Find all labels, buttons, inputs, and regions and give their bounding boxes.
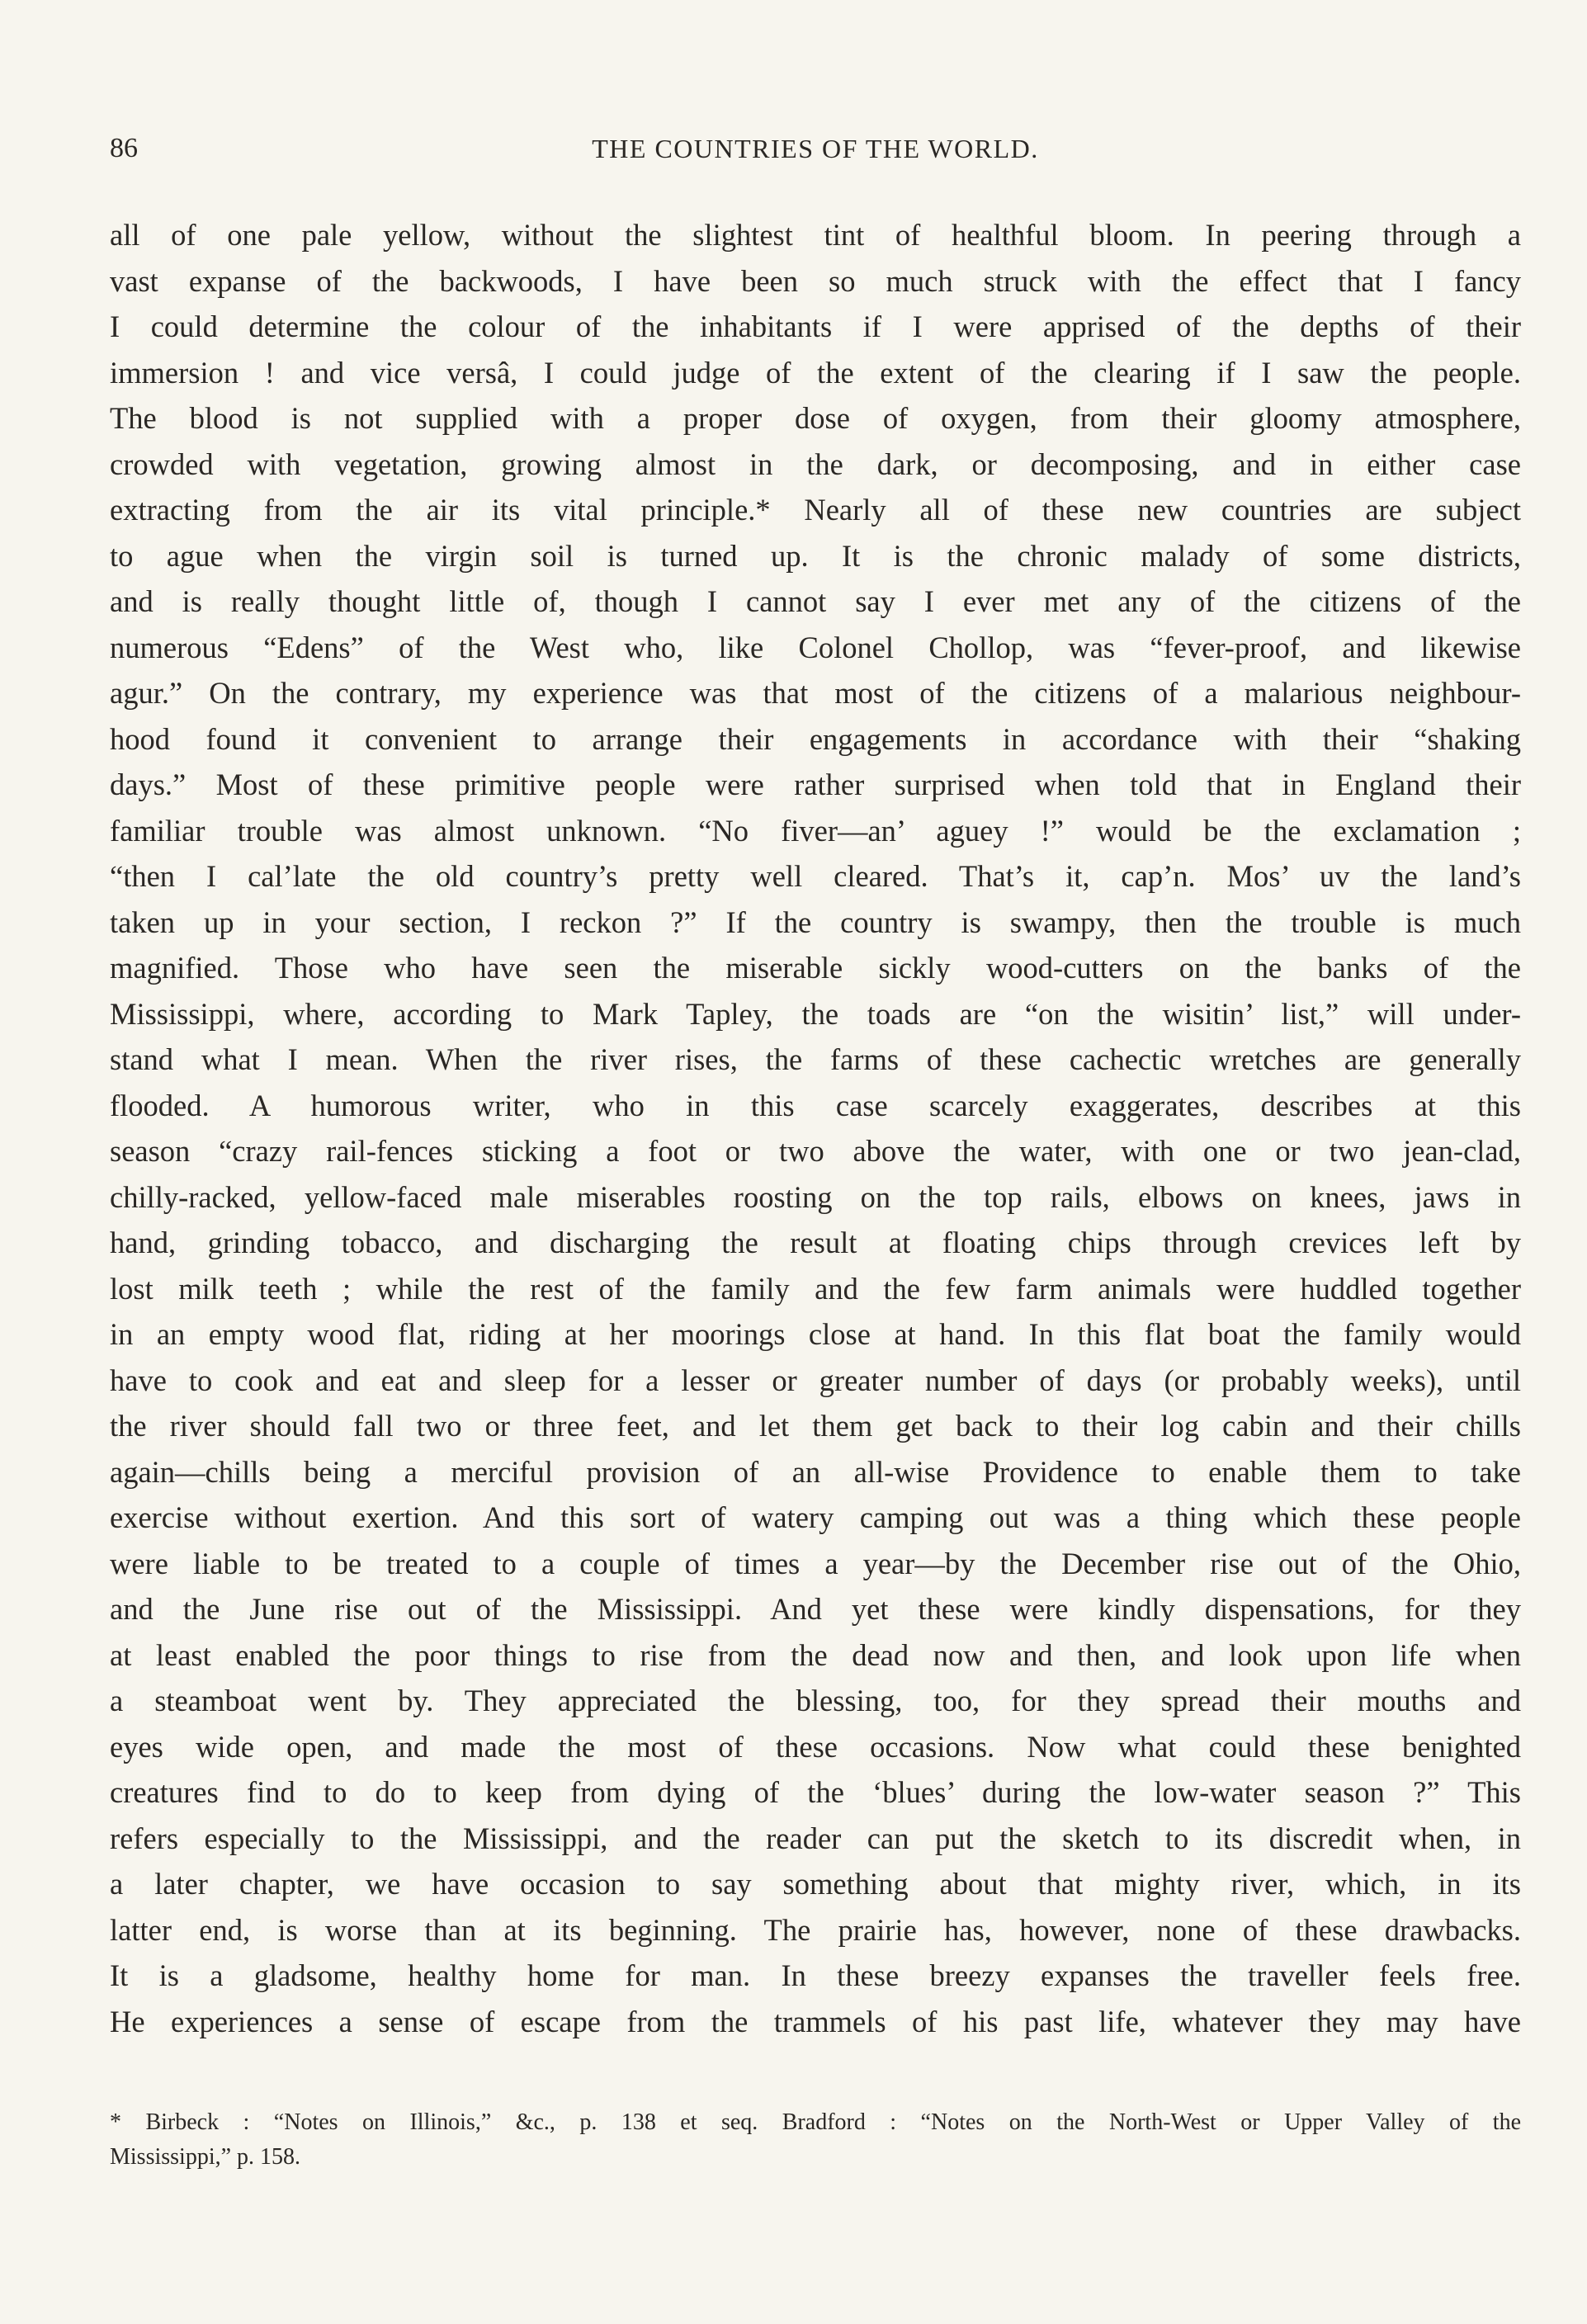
text-line: all of one pale yellow, without the slightest tint of healthful bloom. In peering through a — [110, 218, 1521, 252]
text-line: the river should fall two or three feet, and let them get back to their log cabin and their chills — [110, 1409, 1521, 1443]
text-line: refers especially to the Mississippi, and the reader can put the sketch to its discredit when, in — [110, 1821, 1521, 1855]
text-line: stand what I mean. When the river rises, the farms of these cachectic wretches are generally — [110, 1042, 1521, 1076]
text-line: flooded. A humorous writer, who in this case scarcely exaggerates, describes at this — [110, 1088, 1521, 1122]
body-text — [110, 212, 1521, 2044]
text-line: a later chapter, we have occasion to say something about that mighty river, which, in its — [110, 1867, 1521, 1901]
text-line: creatures find to do to keep from dying of the ‘blues’ during the low-water season ?” This — [110, 1775, 1521, 1809]
text-line: again—chills being a merciful provision of an all-wise Providence to enable them to take — [110, 1454, 1521, 1489]
text-line: taken up in your section, I reckon ?” If the country is swampy, then the trouble is much — [110, 905, 1521, 939]
text-line: vast expanse of the backwoods, I have been so much struck with the effect that I fancy — [110, 263, 1521, 298]
running-title: THE COUNTRIES OF THE WORLD. — [592, 134, 1039, 163]
text-line: agur.” On the contrary, my experience was that most of the citizens of a malarious neighbour- — [110, 676, 1521, 710]
footnote — [110, 2105, 1521, 2175]
text-line: to ague when the virgin soil is turned up. It is the chronic malady of some districts, — [110, 538, 1521, 573]
text-line: were liable to be treated to a couple of times a year—by the December rise out of the Ohio, — [110, 1546, 1521, 1580]
text-line: lost milk teeth ; while the rest of the family and the few farm animals were huddled together — [110, 1271, 1521, 1306]
text-line: chilly-racked, yellow-faced male miserables roosting on the top rails, elbows on knees, jaws in — [110, 1179, 1521, 1214]
text-line: crowded with vegetation, growing almost in the dark, or decomposing, and in either case — [110, 446, 1521, 481]
text-line: and is really thought little of, though I cannot say I ever met any of the citizens of the — [110, 584, 1521, 618]
text-line: latter end, is worse than at its beginning. The prairie has, however, none of these drawbacks. — [110, 1912, 1521, 1947]
text-line: days.” Most of these primitive people were rather surprised when told that in England their — [110, 768, 1521, 801]
text-line: in an empty wood flat, riding at her moorings close at hand. In this flat boat the family would — [110, 1317, 1521, 1351]
text-line: magnified. Those who have seen the miserable sickly wood-cutters on the banks of the — [110, 951, 1521, 985]
text-line: and the June rise out of the Mississippi. And yet these were kindly dispensations, for they — [110, 1592, 1521, 1626]
text-line: He experiences a sense of escape from the trammels of his past life, whatever they may have — [110, 2004, 1521, 2038]
text-line: extracting from the air its vital principle.* Nearly all of these new countries are subject — [110, 493, 1521, 527]
footnote-line: Mississippi,” p. 158. — [110, 2144, 301, 2170]
text-line: a steamboat went by. They appreciated the blessing, too, for they spread their mouths and — [110, 1684, 1521, 1717]
text-line: eyes wide open, and made the most of these occasions. Now what could these benighted — [110, 1729, 1521, 1764]
text-line: “then I cal’late the old country’s pretty well cleared. That’s it, cap’n. Mos’ uv the land’s — [110, 859, 1521, 893]
text-line: have to cook and eat and sleep for a lesser or greater number of days (or probably weeks), until — [110, 1363, 1521, 1397]
footnote-line: * Birbeck : “Notes on Illinois,” &c., p. 138 et seq. Bradford : “Notes on the North-West or Upper Valley of the — [110, 2109, 1521, 2135]
text-line: hood found it convenient to arrange their engagements in accordance with their “shaking — [110, 721, 1521, 756]
text-line: exercise without exertion. And this sort of watery camping out was a thing which these people — [110, 1500, 1521, 1534]
text-line: The blood is not supplied with a proper dose of oxygen, from their gloomy atmosphere, — [110, 401, 1521, 435]
text-line: at least enabled the poor things to rise from the dead now and then, and look upon life when — [110, 1637, 1521, 1672]
text-line: I could determine the colour of the inhabitants if I were apprised of the depths of their — [110, 309, 1521, 343]
text-line: numerous “Edens” of the West who, like Colonel Chollop, was “fever-proof, and likewise — [110, 630, 1521, 664]
page-header — [110, 130, 1521, 167]
text-line: hand, grinding tobacco, and discharging the result at floating chips through crevices left by — [110, 1226, 1521, 1259]
text-line: It is a gladsome, healthy home for man. In these breezy expanses the traveller feels free. — [110, 1958, 1521, 1992]
text-line: Mississippi, where, according to Mark Tapley, the toads are “on the wisitin’ list,” will under- — [110, 996, 1521, 1031]
page-number: 86 — [110, 133, 138, 163]
text-line: familiar trouble was almost unknown. “No fiver—an’ aguey !” would be the exclamation ; — [110, 813, 1521, 848]
text-line: season “crazy rail-fences sticking a foot or two above the water, with one or two jean-clad, — [110, 1134, 1521, 1168]
text-line: immersion ! and vice versâ, I could judge of the extent of the clearing if I saw the people. — [110, 355, 1521, 390]
